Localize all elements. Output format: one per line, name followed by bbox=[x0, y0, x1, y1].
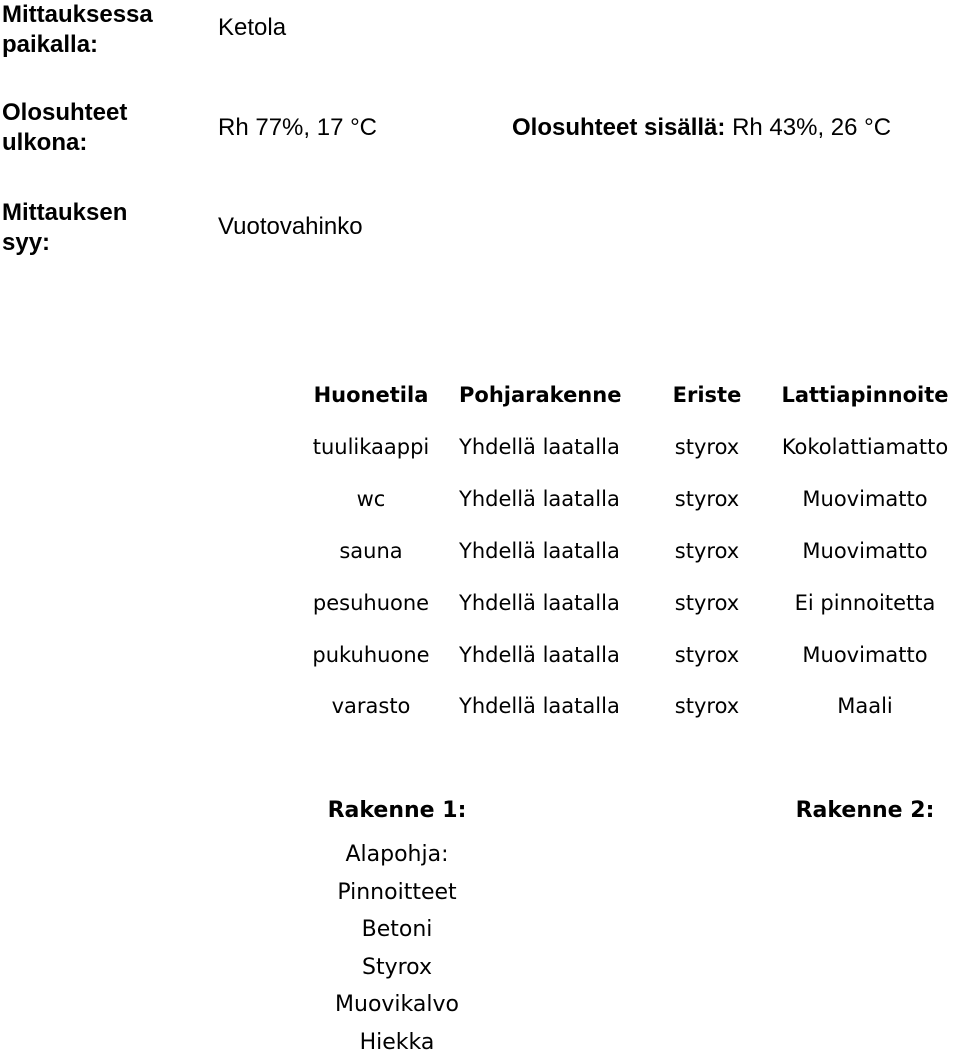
location-value: Ketola bbox=[218, 13, 286, 43]
room-cell: varasto bbox=[286, 693, 456, 719]
reason-label-line2: syy: bbox=[2, 228, 127, 258]
floor-coating-cell: Muovimatto bbox=[762, 538, 960, 564]
reason-label bbox=[2, 198, 127, 258]
base-structure-cell: Yhdellä laatalla bbox=[459, 486, 649, 512]
header-room: Huonetila bbox=[286, 382, 456, 408]
rakenne-1-layer: Alapohja: bbox=[292, 836, 502, 874]
rakenne-1-layer: Muovikalvo bbox=[292, 986, 502, 1024]
floor-coating-cell: Kokolattiamatto bbox=[762, 434, 960, 460]
insulation-cell: styrox bbox=[660, 434, 754, 460]
rakenne-1-layer: Styrox bbox=[292, 949, 502, 987]
room-cell: sauna bbox=[286, 538, 456, 564]
outdoor-label-line1: Olosuhteet bbox=[2, 98, 127, 128]
outdoor-label bbox=[2, 98, 127, 158]
base-structure-cell: Yhdellä laatalla bbox=[459, 642, 649, 668]
location-label-line2: paikalla: bbox=[2, 30, 153, 60]
rakenne-1-layer: Pinnoitteet bbox=[292, 874, 502, 912]
insulation-cell: styrox bbox=[660, 590, 754, 616]
rakenne-1-layer: Betoni bbox=[292, 911, 502, 949]
room-cell: pesuhuone bbox=[286, 590, 456, 616]
indoor-conditions bbox=[512, 113, 891, 143]
base-structure-cell: Yhdellä laatalla bbox=[459, 538, 649, 564]
outdoor-value: Rh 77%, 17 °C bbox=[218, 113, 377, 143]
floor-coating-cell: Ei pinnoitetta bbox=[762, 590, 960, 616]
indoor-label: Olosuhteet sisällä: bbox=[512, 114, 725, 141]
room-cell: pukuhuone bbox=[286, 642, 456, 668]
reason-label-line1: Mittauksen bbox=[2, 198, 127, 228]
reason-value: Vuotovahinko bbox=[218, 212, 363, 242]
insulation-cell: styrox bbox=[660, 486, 754, 512]
rakenne-1-title: Rakenne 1: bbox=[292, 798, 502, 824]
base-structure-cell: Yhdellä laatalla bbox=[459, 434, 649, 460]
location-label bbox=[2, 0, 153, 60]
rakenne-1-layers bbox=[292, 836, 502, 1061]
insulation-cell: styrox bbox=[660, 693, 754, 719]
floor-coating-cell: Muovimatto bbox=[762, 642, 960, 668]
indoor-value: Rh 43%, 26 °C bbox=[732, 114, 891, 141]
floor-coating-cell: Maali bbox=[762, 693, 960, 719]
rakenne-2-title: Rakenne 2: bbox=[770, 798, 960, 824]
insulation-cell: styrox bbox=[660, 538, 754, 564]
rakenne-1-layer: Hiekka bbox=[292, 1024, 502, 1061]
base-structure-cell: Yhdellä laatalla bbox=[459, 693, 649, 719]
location-label-line1: Mittauksessa bbox=[2, 0, 153, 30]
room-cell: tuulikaappi bbox=[286, 434, 456, 460]
room-cell: wc bbox=[286, 486, 456, 512]
header-base-structure: Pohjarakenne bbox=[459, 382, 649, 408]
header-insulation: Eriste bbox=[660, 382, 754, 408]
outdoor-label-line2: ulkona: bbox=[2, 128, 127, 158]
header-floor-coating: Lattiapinnoite bbox=[762, 382, 960, 408]
floor-coating-cell: Muovimatto bbox=[762, 486, 960, 512]
insulation-cell: styrox bbox=[660, 642, 754, 668]
base-structure-cell: Yhdellä laatalla bbox=[459, 590, 649, 616]
